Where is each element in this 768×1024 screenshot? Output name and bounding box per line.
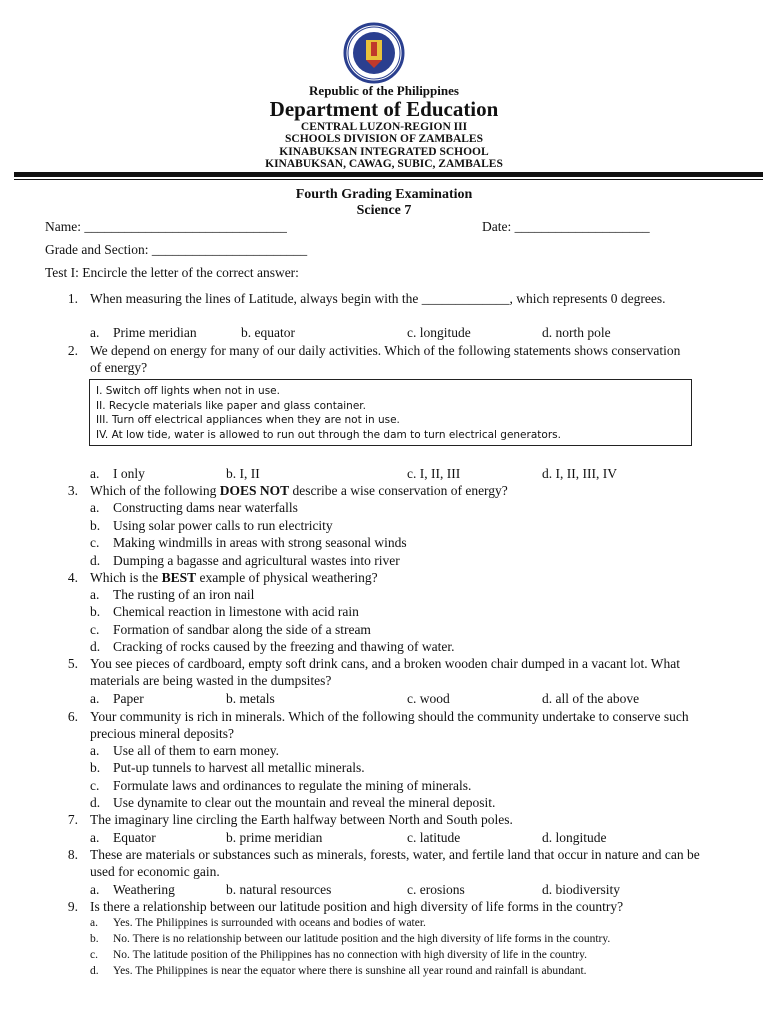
option-letter: a. [90, 466, 100, 481]
option-b[interactable]: b. No. There is no relationship between our latitude position and the high diversity of life forms in the country. [90, 933, 611, 945]
question-text: When measuring the lines of Latitude, always begin with the _____________, which represents 0 degrees. [90, 291, 666, 306]
option-a[interactable]: a. Weathering [90, 882, 175, 897]
question-text: We depend on energy for many of our daily activities. Which of the following statements shows conservation of energy? [90, 343, 681, 376]
option-a[interactable]: a. Equator [90, 830, 156, 845]
option-c[interactable]: c. I, II, III [407, 466, 461, 481]
option-a[interactable] [90, 324, 197, 341]
option-b[interactable]: b. natural resources [226, 882, 332, 897]
option-b[interactable]: b. I, II [226, 466, 260, 481]
option-text: I only [113, 466, 145, 481]
question-number: 6. [67, 709, 78, 724]
address-line: KINABUKSAN, CAWAG, SUBIC, ZAMBALES [265, 158, 503, 170]
option-c[interactable]: c. Formulate laws and ordinances to regulate the mining of minerals. [90, 778, 472, 793]
option-b[interactable]: b. Chemical reaction in limestone with acid rain [90, 604, 359, 619]
question-number: 8. [67, 847, 78, 862]
option-d[interactable]: d. Cracking of rocks caused by the freezing and thawing of water. [90, 639, 455, 654]
option-a[interactable]: a. The rusting of an iron nail [90, 587, 255, 602]
question-text: Is there a relationship between our latitude position and high diversity of life forms in the country? [90, 899, 624, 914]
option-b[interactable]: b. prime meridian [226, 830, 323, 845]
option-d[interactable]: d. all of the above [542, 691, 640, 706]
republic-line: Republic of the Philippines [309, 83, 459, 98]
option-d[interactable]: d. Use dynamite to clear out the mountain and reveal the mineral deposit. [90, 795, 496, 810]
option-a[interactable]: a. Constructing dams near waterfalls [90, 500, 298, 515]
question-number: 5. [67, 656, 78, 671]
date-field[interactable]: Date: ____________________ [482, 219, 650, 234]
option-d[interactable]: d. I, II, III, IV [542, 466, 617, 481]
name-field[interactable]: Name: ______________________________ [45, 219, 287, 234]
option-text: Prime meridian [113, 325, 197, 340]
question-number: 1. [67, 291, 78, 306]
statement-item: III. Turn off electrical appliances when they are not in use. [96, 414, 400, 426]
option-c[interactable]: c. wood [407, 691, 450, 706]
exam-title: Fourth Grading Examination [295, 187, 473, 202]
test-instruction: Test I: Encircle the letter of the correct answer: [45, 265, 299, 280]
school-line: KINABUKSAN INTEGRATED SCHOOL [279, 146, 489, 158]
option-d[interactable]: d. longitude [542, 830, 607, 845]
statement-box [89, 379, 692, 446]
question-text: Which is the BEST example of physical weathering? [90, 570, 378, 585]
option-d[interactable]: d. Dumping a bagasse and agricultural wastes into river [90, 553, 400, 568]
question-text: These are materials or substances such as minerals, forests, water, and fertile land that occur in nature and can be used for economic gain. [90, 847, 700, 880]
option-d[interactable]: d. Yes. The Philippines is near the equator where there is sunshine all year round and rainfall is abundant. [90, 965, 587, 977]
question-number: 9. [67, 899, 78, 914]
option-b[interactable]: b. metals [226, 691, 275, 706]
option-c[interactable]: c. latitude [407, 830, 461, 845]
option-a[interactable]: a. Use all of them to earn money. [90, 743, 279, 758]
question-text: The imaginary line circling the Earth halfway between North and South poles. [90, 812, 513, 827]
option-c[interactable]: c. Formation of sandbar along the side of a stream [90, 622, 371, 637]
grade-section-field[interactable]: Grade and Section: _______________________ [45, 242, 308, 257]
region-line: CENTRAL LUZON-REGION III [300, 121, 468, 133]
option-c[interactable]: c. erosions [407, 882, 465, 897]
division-line: SCHOOLS DIVISION OF ZAMBALES [285, 133, 483, 145]
option-d[interactable]: d. north pole [542, 325, 611, 340]
deped-seal-icon [339, 22, 409, 84]
option-d[interactable]: d. biodiversity [542, 882, 620, 897]
question-number: 4. [67, 570, 78, 585]
question-number: 3. [67, 483, 78, 498]
department-title: Department of Education [269, 97, 499, 121]
question-text: Your community is rich in minerals. Which of the following should the community undertake to conserve such precious mineral deposits? [90, 709, 689, 742]
option-a[interactable] [90, 465, 145, 482]
option-b[interactable]: b. Put-up tunnels to harvest all metallic minerals. [90, 760, 365, 775]
option-c[interactable]: c. Making windmills in areas with strong seasonal winds [90, 535, 407, 550]
header-divider-thick [14, 172, 763, 177]
question-number: 2. [67, 343, 78, 358]
statement-item: II. Recycle materials like paper and glass container. [96, 399, 366, 412]
question-number: 7. [67, 812, 78, 827]
exam-subject: Science 7 [356, 203, 412, 218]
option-letter: a. [90, 325, 100, 340]
question-text: Which of the following DOES NOT describe a wise conservation of energy? [90, 483, 508, 498]
statement-item: IV. At low tide, water is allowed to run out through the dam to turn electrical generators. [96, 428, 561, 441]
option-a[interactable]: a. Yes. The Philippines is surrounded with oceans and bodies of water. [90, 917, 426, 929]
option-c[interactable]: c. No. The latitude position of the Philippines has no connection with high diversity of life in the country. [90, 949, 587, 961]
option-c[interactable]: c. longitude [407, 325, 471, 340]
statement-item: I. Switch off lights when not in use. [96, 385, 280, 397]
question-text: You see pieces of cardboard, empty soft drink cans, and a broken wooden chair dumped in a vacant lot. What materials are being wasted in the dumpsites? [90, 656, 680, 689]
option-b[interactable]: b. Using solar power calls to run electricity [90, 518, 333, 533]
option-b[interactable]: b. equator [241, 325, 295, 340]
option-a[interactable]: a. Paper [90, 691, 144, 706]
header-divider-thin [14, 179, 763, 180]
